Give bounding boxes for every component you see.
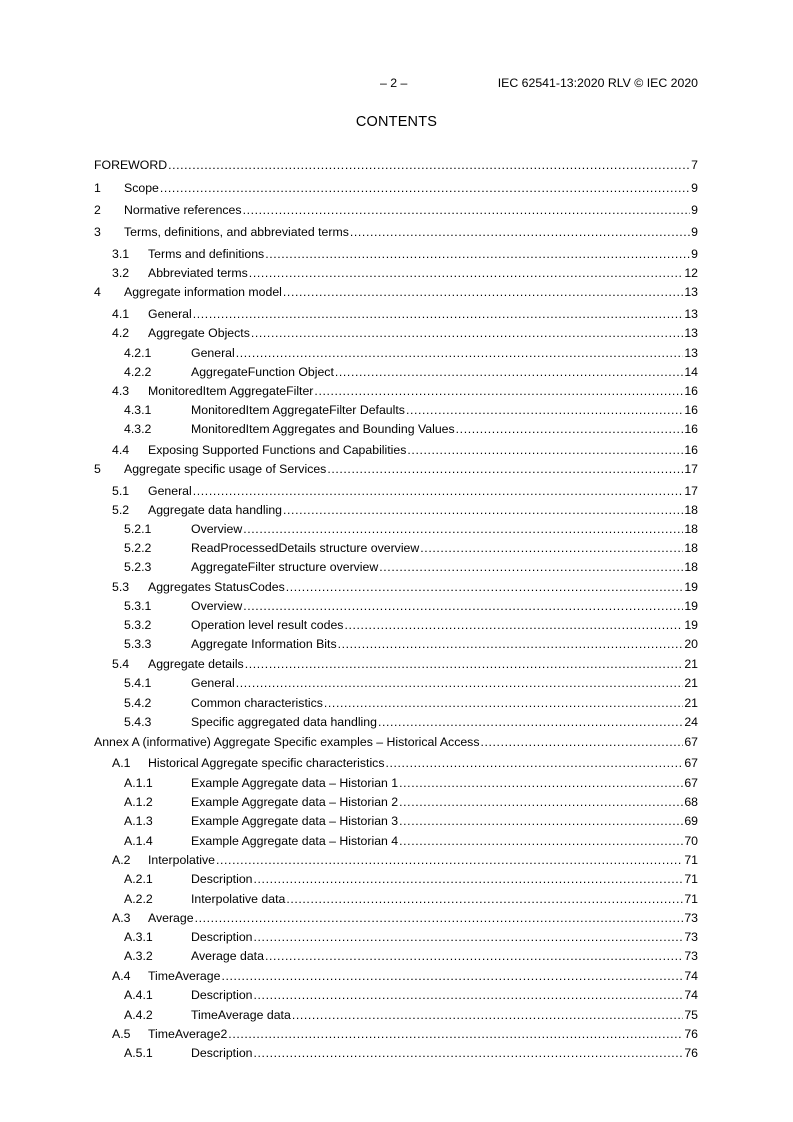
dot-leader [399, 832, 683, 850]
toc-entry[interactable] [94, 539, 698, 557]
toc-entry-title: Interpolative data [191, 892, 286, 906]
dot-leader [243, 520, 683, 538]
dot-leader [286, 890, 683, 908]
toc-entry-title: Aggregate information model [124, 285, 282, 299]
toc-entry-number: 5 [94, 462, 101, 476]
dot-leader [350, 223, 690, 241]
toc-entry-page: 74 [684, 969, 698, 983]
dot-leader [344, 616, 683, 634]
toc-entry-page: 16 [684, 443, 698, 457]
dot-leader [216, 851, 683, 869]
toc-entry-page: 24 [684, 715, 698, 729]
dot-leader [251, 324, 683, 342]
toc-entry-number: 5.4.2 [124, 696, 152, 710]
toc-entry-title: AggregateFilter structure overview [191, 560, 379, 574]
dot-leader [407, 441, 683, 459]
toc-entry[interactable] [94, 812, 698, 830]
toc-entry-page: 73 [684, 949, 698, 963]
toc-entry[interactable] [94, 441, 698, 459]
toc-entry[interactable] [94, 832, 698, 850]
toc-entry-number: 5.2.1 [124, 522, 152, 536]
dot-leader [228, 1025, 683, 1043]
toc-entry-number: 5.4 [112, 657, 130, 671]
toc-entry-number: 5.3 [112, 580, 130, 594]
toc-entry-page: 67 [684, 735, 698, 749]
toc-entry-number: 3.2 [112, 266, 130, 280]
dot-leader [236, 344, 684, 362]
toc-entry[interactable] [94, 635, 698, 653]
toc-entry-number: A.3.1 [124, 930, 153, 944]
dot-leader [399, 812, 683, 830]
toc-entry-page: 76 [684, 1027, 698, 1041]
toc-entry[interactable] [94, 1044, 698, 1062]
dot-leader [456, 420, 684, 438]
toc-entry-page: 67 [684, 776, 698, 790]
dot-leader [324, 694, 683, 712]
toc-entry-page: 17 [684, 484, 698, 498]
toc-entry-number: A.2.1 [124, 872, 153, 886]
toc-entry-title: Example Aggregate data – Historian 4 [191, 834, 399, 848]
dot-leader [283, 283, 683, 301]
toc-entry-number: 5.3.2 [124, 618, 152, 632]
toc-entry[interactable] [94, 655, 698, 673]
toc-entry[interactable] [94, 597, 698, 615]
toc-entry-page: 17 [684, 462, 698, 476]
toc-entry-page: 18 [684, 503, 698, 517]
toc-entry-page: 69 [684, 814, 698, 828]
toc-entry-number: 1 [94, 181, 101, 195]
toc-entry-page: 71 [684, 892, 698, 906]
toc-entry-title: TimeAverage2 [148, 1027, 228, 1041]
toc-entry[interactable] [94, 283, 698, 301]
toc-entry[interactable] [94, 947, 698, 965]
toc-entry[interactable] [94, 245, 698, 263]
toc-entry-number: A.3 [112, 911, 131, 925]
toc-entry-page: 71 [684, 872, 698, 886]
toc-entry[interactable] [94, 305, 698, 323]
toc-entry-number: A.2 [112, 853, 131, 867]
toc-entry-title: Example Aggregate data – Historian 1 [191, 776, 399, 790]
toc-entry-title: General [191, 676, 235, 690]
dot-leader [379, 558, 683, 576]
dot-leader [327, 460, 683, 478]
toc-entry-title: Example Aggregate data – Historian 2 [191, 795, 399, 809]
toc-entry-number: 4 [94, 285, 101, 299]
toc-entry-title: MonitoredItem AggregateFilter Defaults [191, 403, 405, 417]
toc-entry-page: 21 [684, 676, 698, 690]
toc-entry-title: Terms, definitions, and abbreviated terms [124, 225, 349, 239]
toc-entry[interactable] [94, 851, 698, 869]
toc-entry[interactable] [94, 733, 698, 751]
dot-leader [221, 967, 683, 985]
dot-leader [168, 156, 690, 174]
toc-entry-page: 19 [684, 580, 698, 594]
toc-entry-number: 4.1 [112, 307, 130, 321]
toc-entry-page: 68 [684, 795, 698, 809]
toc-entry[interactable] [94, 578, 698, 596]
toc-entry-title: Common characteristics [191, 696, 323, 710]
toc-entry-page: 7 [691, 158, 698, 172]
toc-entry-number: 5.3.3 [124, 637, 152, 651]
toc-entry[interactable] [94, 1006, 698, 1024]
dot-leader [243, 597, 683, 615]
toc-entry[interactable] [94, 774, 698, 792]
toc-entry-title: General [148, 307, 192, 321]
toc-entry[interactable] [94, 382, 698, 400]
toc-entry[interactable] [94, 1025, 698, 1043]
dot-leader [399, 774, 683, 792]
toc-entry-page: 75 [684, 1008, 698, 1022]
toc-entry-page: 9 [691, 181, 698, 195]
toc-entry-number: A.4.1 [124, 988, 153, 1002]
toc-entry-title: Aggregate data handling [148, 503, 283, 517]
toc-entry-title: General [148, 484, 192, 498]
toc-entry-number: 5.2 [112, 503, 130, 517]
toc-entry[interactable] [94, 179, 698, 197]
toc-entry-number: A.1.1 [124, 776, 153, 790]
toc-entry-number: 5.2.3 [124, 560, 152, 574]
dot-leader [254, 870, 684, 888]
toc-entry[interactable] [94, 156, 698, 174]
dot-leader [265, 245, 690, 263]
toc-entry[interactable] [94, 674, 698, 692]
dot-leader [243, 201, 691, 219]
toc-entry-page: 9 [691, 203, 698, 217]
toc-entry[interactable] [94, 401, 698, 419]
toc-entry-page: 19 [684, 599, 698, 613]
dot-leader [286, 578, 684, 596]
toc-entry-title: Scope [124, 181, 159, 195]
dot-leader [160, 179, 690, 197]
toc-entry-page: 13 [684, 307, 698, 321]
dot-leader [314, 382, 683, 400]
toc-entry-title: Description [191, 1046, 253, 1060]
dot-leader [335, 363, 683, 381]
toc-entry-page: 13 [684, 326, 698, 340]
toc-entry-title: Example Aggregate data – Historian 3 [191, 814, 399, 828]
toc-entry-number: 5.4.3 [124, 715, 152, 729]
toc-entry[interactable] [94, 713, 698, 731]
toc-entry-title: MonitoredItem Aggregates and Bounding Values [191, 422, 455, 436]
toc-entry-number: 4.3.2 [124, 422, 152, 436]
toc-entry-page: 71 [684, 853, 698, 867]
standard-reference: IEC 62541-13:2020 RLV © IEC 2020 [497, 76, 698, 90]
toc-entry-number: 5.4.1 [124, 676, 152, 690]
dot-leader [480, 733, 683, 751]
toc-entry[interactable] [94, 694, 698, 712]
toc-entry-number: A.1.3 [124, 814, 153, 828]
toc-entry-number: 3 [94, 225, 101, 239]
toc-entry-page: 18 [684, 560, 698, 574]
toc-entry-number: A.5 [112, 1027, 131, 1041]
toc-entry-number: A.1.4 [124, 834, 153, 848]
toc-entry-title: Abbreviated terms [148, 266, 248, 280]
toc-entry-number: 4.2.1 [124, 346, 152, 360]
toc-entry-title: Overview [191, 522, 243, 536]
toc-entry-number: 4.2 [112, 326, 130, 340]
toc-entry-title: Interpolative [148, 853, 215, 867]
dot-leader [193, 482, 684, 500]
toc-entry-page: 21 [684, 696, 698, 710]
toc-entry-page: 76 [684, 1046, 698, 1060]
toc-entry-title: TimeAverage [148, 969, 221, 983]
dot-leader [193, 305, 684, 323]
toc-entry[interactable] [94, 501, 698, 519]
toc-entry[interactable] [94, 264, 698, 282]
toc-entry-number: 5.2.2 [124, 541, 152, 555]
dot-leader [399, 793, 683, 811]
toc-entry-title: Description [191, 930, 253, 944]
toc-entry[interactable] [94, 420, 698, 438]
dot-leader [420, 539, 683, 557]
toc-entry-number: 2 [94, 203, 101, 217]
toc-entry[interactable] [94, 890, 698, 908]
dot-leader [385, 754, 683, 772]
dot-leader [245, 655, 684, 673]
dot-leader [406, 401, 683, 419]
toc-entry-page: 9 [691, 247, 698, 261]
toc-entry-page: 73 [684, 911, 698, 925]
toc-entry[interactable] [94, 986, 698, 1004]
toc-entry-number: 4.2.2 [124, 365, 152, 379]
toc-entry-title: AggregateFunction Object [191, 365, 334, 379]
toc-entry-title: Operation level result codes [191, 618, 344, 632]
toc-entry-page: 73 [684, 930, 698, 944]
toc-entry-title: Exposing Supported Functions and Capabilities [148, 443, 407, 457]
toc-entry-number: A.1.2 [124, 795, 153, 809]
toc-entry-page: 12 [684, 266, 698, 280]
toc-entry[interactable] [94, 870, 698, 888]
toc-entry-page: 20 [684, 637, 698, 651]
dot-leader [378, 713, 683, 731]
toc-entry-title: Aggregates StatusCodes [148, 580, 285, 594]
toc-entry-page: 18 [684, 541, 698, 555]
dot-leader [265, 947, 683, 965]
toc-entry-number: 4.4 [112, 443, 130, 457]
toc-entry-page: 16 [684, 384, 698, 398]
toc-entry[interactable] [94, 324, 698, 342]
dot-leader [254, 928, 684, 946]
toc-entry-number: A.1 [112, 756, 131, 770]
toc-entry-title: TimeAverage data [191, 1008, 291, 1022]
toc-entry[interactable] [94, 223, 698, 241]
toc-entry-title: ReadProcessedDetails structure overview [191, 541, 420, 555]
dot-leader [254, 1044, 684, 1062]
toc-entry-number: 4.3 [112, 384, 130, 398]
toc-entry-title: Specific aggregated data handling [191, 715, 377, 729]
page-number: – 2 – [380, 76, 408, 90]
toc-entry-title: Aggregate Objects [148, 326, 250, 340]
toc-entry[interactable] [94, 928, 698, 946]
toc-entry-number: A.3.2 [124, 949, 153, 963]
toc-entry-title: Terms and definitions [148, 247, 265, 261]
toc-entry[interactable] [94, 482, 698, 500]
toc-entry-page: 9 [691, 225, 698, 239]
dot-leader [292, 1006, 684, 1024]
toc-entry-title: Description [191, 988, 253, 1002]
toc-entry[interactable] [94, 201, 698, 219]
toc-entry[interactable] [94, 558, 698, 576]
toc-entry-title: Aggregate details [148, 657, 244, 671]
toc-entry-number: 5.1 [112, 484, 130, 498]
page-header [94, 76, 698, 92]
toc-entry-page: 18 [684, 522, 698, 536]
toc-entry-title: General [191, 346, 235, 360]
toc-entry-number: 3.1 [112, 247, 130, 261]
toc-entry-number: A.2.2 [124, 892, 153, 906]
toc-entry[interactable] [94, 793, 698, 811]
toc-entry-number: A.4.2 [124, 1008, 153, 1022]
dot-leader [249, 264, 684, 282]
toc-entry[interactable] [94, 363, 698, 381]
toc-entry[interactable] [94, 520, 698, 538]
dot-leader [338, 635, 684, 653]
toc-entry-page: 14 [684, 365, 698, 379]
toc-entry-number: 5.3.1 [124, 599, 152, 613]
toc-entry-number: A.4 [112, 969, 131, 983]
toc-entry[interactable] [94, 344, 698, 362]
toc-entry-page: 16 [684, 403, 698, 417]
toc-entry[interactable] [94, 754, 698, 772]
toc-entry-title: Normative references [124, 203, 242, 217]
dot-leader [283, 501, 683, 519]
toc-entry[interactable] [94, 909, 698, 927]
toc-entry-page: 21 [684, 657, 698, 671]
toc-entry-title: Aggregate specific usage of Services [124, 462, 327, 476]
toc-entry-page: 13 [684, 346, 698, 360]
dot-leader [254, 986, 684, 1004]
toc-entry-page: 70 [684, 834, 698, 848]
page-title: CONTENTS [355, 114, 438, 130]
toc-entry-number: 4.3.1 [124, 403, 152, 417]
toc-entry-page: 13 [684, 285, 698, 299]
toc-entry[interactable] [94, 967, 698, 985]
toc-entry-page: 19 [684, 618, 698, 632]
toc-entry-title: Annex A (informative) Aggregate Specific examples – Historical Access [94, 735, 480, 749]
toc-entry-title: Historical Aggregate specific characteristics [148, 756, 385, 770]
toc-entry-title: Aggregate Information Bits [191, 637, 337, 651]
dot-leader [236, 674, 684, 692]
toc-entry-page: 16 [684, 422, 698, 436]
toc-entry-title: Description [191, 872, 253, 886]
toc-entry[interactable] [94, 460, 698, 478]
toc-entry-title: Overview [191, 599, 243, 613]
toc-entry-page: 67 [684, 756, 698, 770]
toc-entry[interactable] [94, 616, 698, 634]
toc-entry-title: Average data [191, 949, 264, 963]
toc-entry-title: MonitoredItem AggregateFilter [148, 384, 314, 398]
toc-entry-title: Average [148, 911, 194, 925]
toc-entry-title: FOREWORD [94, 158, 168, 172]
dot-leader [195, 909, 684, 927]
toc-entry-number: A.5.1 [124, 1046, 153, 1060]
toc-entry-page: 74 [684, 988, 698, 1002]
